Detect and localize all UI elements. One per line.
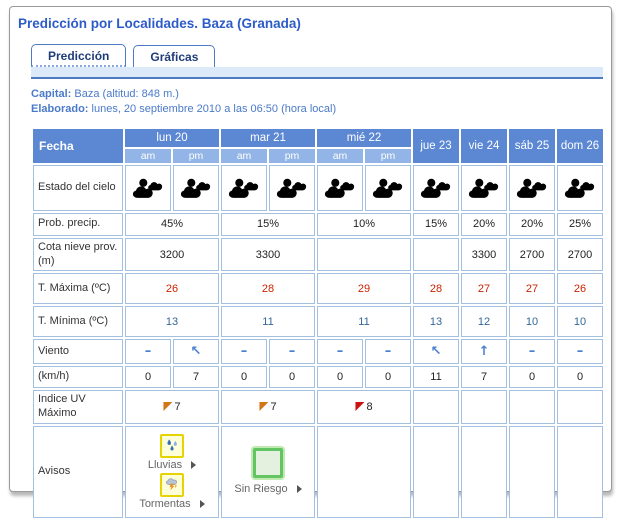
wind-arrow-icon: – [336,344,344,360]
weather-icon [271,175,313,200]
wind-arrow-icon: – [576,344,584,360]
uv-flag-icon [259,402,268,411]
uv-cell [413,390,459,424]
tmax-cell: 29 [317,273,411,304]
weather-icon [127,175,169,200]
wind-dir-cell [317,339,363,364]
tmax-cell: 27 [509,273,555,304]
weather-icon [175,175,217,200]
avisos-row-label: Avisos [33,426,123,518]
uv-cell [125,390,219,424]
wind-arrow-icon: ↖ [430,344,442,360]
day-header-vie24: vie 24 [461,129,507,163]
day-header-dom26: dom 26 [557,129,603,163]
aviso-lluvias[interactable] [127,434,217,471]
precip-row-label: Prob. precip. [33,213,123,236]
avisos-cell-mie [317,426,411,518]
snow-cell: 2700 [509,238,555,272]
tab-bar [31,44,611,67]
uv-value: 8 [366,401,373,414]
tmin-cell: 13 [413,306,459,337]
day-header-mar21: mar 21 [221,129,315,147]
capital-line [31,87,611,102]
wind-speed-row [33,366,603,388]
uv-row-label: Indice UV Máximo [33,390,123,424]
ampm-header: pm [173,149,219,163]
expand-arrow-icon [200,500,205,508]
sky-cell [461,165,507,211]
wind-speed-cell: 0 [269,366,315,388]
elaborado-label: Elaborado: [31,103,89,116]
tab-prediccion[interactable] [31,44,126,67]
snow-cell: 3200 [125,238,219,272]
wind-arrow-icon: – [240,344,248,360]
ampm-header: am [317,149,363,163]
weather-icon [319,175,361,200]
snow-cell: 2700 [557,238,603,272]
tab-graficas[interactable] [133,45,215,67]
snow-cell: 3300 [461,238,507,272]
elaborado-value: lunes, 20 septiembre 2010 a las 06:50 (hora local) [91,103,337,116]
wind-speed-cell: 0 [317,366,363,388]
avisos-cell-jue [413,426,459,518]
avisos-cell-sab [509,426,555,518]
tmin-cell: 13 [125,306,219,337]
sky-cell [317,165,363,211]
capital-value: Baza (altitud: 848 m.) [74,88,179,100]
capital-label: Capital: [31,88,72,100]
ampm-header: am [221,149,267,163]
wind-dir-cell [557,339,603,364]
precip-cell: 15% [413,213,459,236]
fecha-header: Fecha [33,129,123,163]
wind-arrow-icon: – [288,344,296,360]
precip-cell: 10% [317,213,411,236]
aviso-sin-riesgo[interactable] [223,448,313,495]
weather-icon [463,175,505,200]
windspeed-row-label: (km/h) [33,366,123,388]
tmin-row [33,306,603,337]
sky-cell [221,165,267,211]
snow-cell: 3300 [221,238,315,272]
weather-icon [415,175,457,200]
wind-dir-cell [269,339,315,364]
wind-dir-cell [413,339,459,364]
sky-cell [365,165,411,211]
uv-cell [461,390,507,424]
wind-speed-cell: 0 [557,366,603,388]
elaborado-line [31,102,611,117]
wind-speed-cell: 0 [509,366,555,388]
precip-cell: 20% [461,213,507,236]
no-risk-icon [253,448,283,478]
aviso-tormentas[interactable] [127,473,217,510]
tmin-cell: 12 [461,306,507,337]
wind-speed-cell: 11 [413,366,459,388]
tabstrip-underline [31,67,603,79]
uv-cell [221,390,315,424]
tmax-cell: 27 [461,273,507,304]
aviso-lluvias-label: Lluvias [147,458,183,471]
uv-cell [557,390,603,424]
uv-row [33,390,603,424]
forecast-table [31,127,605,520]
sky-row [33,165,603,211]
weather-icon [511,175,553,200]
day-header-lun20: lun 20 [125,129,219,147]
day-header-row [33,129,603,147]
sky-cell [125,165,171,211]
tmin-cell: 11 [221,306,315,337]
uv-cell [317,390,411,424]
tmin-cell: 11 [317,306,411,337]
wind-arrow-icon: ↖ [190,344,202,360]
snow-row [33,238,603,272]
wind-arrow-icon: – [528,344,536,360]
tmax-cell: 28 [413,273,459,304]
wind-row-label: Viento [33,339,123,364]
precip-cell: 20% [509,213,555,236]
wind-arrow-icon: ↑ [478,344,490,360]
wind-speed-cell: 0 [365,366,411,388]
uv-value: 7 [174,401,181,414]
avisos-cell-mar [221,426,315,518]
aviso-tormentas-label: Tormentas [139,497,191,510]
storm-warning-icon [160,473,184,497]
tmin-cell: 10 [557,306,603,337]
page-title: Predicción por Localidades. Baza (Granada) [18,16,301,31]
tmax-cell: 26 [125,273,219,304]
avisos-cell-dom [557,426,603,518]
ampm-header: pm [269,149,315,163]
tmin-cell: 10 [509,306,555,337]
expand-arrow-icon [297,485,302,493]
wind-dir-cell [173,339,219,364]
wind-dir-cell [365,339,411,364]
sky-cell [509,165,555,211]
sky-cell [413,165,459,211]
precip-row [33,213,603,236]
sky-row-label: Estado del cielo [33,165,123,211]
day-header-mie22: mié 22 [317,129,411,147]
rain-warning-icon [160,434,184,458]
expand-arrow-icon [191,461,196,469]
forecast-meta [31,87,611,118]
tab-prediccion-label: Predicción [48,49,110,63]
tmax-row [33,273,603,304]
wind-speed-cell: 7 [461,366,507,388]
sky-cell [557,165,603,211]
aviso-sin-riesgo-label: Sin Riesgo [234,483,288,496]
precip-cell: 15% [221,213,315,236]
avisos-cell-lun [125,426,219,518]
uv-flag-icon [355,402,364,411]
avisos-cell-vie [461,426,507,518]
uv-flag-icon [163,402,172,411]
sky-cell [173,165,219,211]
wind-speed-cell: 0 [221,366,267,388]
precip-cell: 45% [125,213,219,236]
sky-cell [269,165,315,211]
wind-arrow-icon: – [144,344,152,360]
precip-cell: 25% [557,213,603,236]
wind-arrow-icon: – [384,344,392,360]
uv-cell [509,390,555,424]
wind-direction-row [33,339,603,364]
tmax-cell: 28 [221,273,315,304]
ampm-header: pm [365,149,411,163]
ampm-header: am [125,149,171,163]
tab-graficas-label: Gráficas [150,50,199,64]
wind-speed-cell: 7 [173,366,219,388]
wind-dir-cell [125,339,171,364]
uv-value: 7 [270,401,277,414]
weather-icon [367,175,409,200]
wind-dir-cell [461,339,507,364]
avisos-row [33,426,603,518]
wind-dir-cell [509,339,555,364]
tmax-row-label: T. Máxima (ºC) [33,273,123,304]
weather-icon [559,175,601,200]
weather-icon [223,175,265,200]
forecast-page [9,6,612,510]
tmin-row-label: T. Mínima (ºC) [33,306,123,337]
snow-row-label: Cota nieve prov.(m) [33,238,123,272]
snow-cell [413,238,459,272]
tmax-cell: 26 [557,273,603,304]
wind-speed-cell: 0 [125,366,171,388]
snow-cell [317,238,411,272]
wind-dir-cell [221,339,267,364]
day-header-jue23: jue 23 [413,129,459,163]
day-header-sab25: sáb 25 [509,129,555,163]
